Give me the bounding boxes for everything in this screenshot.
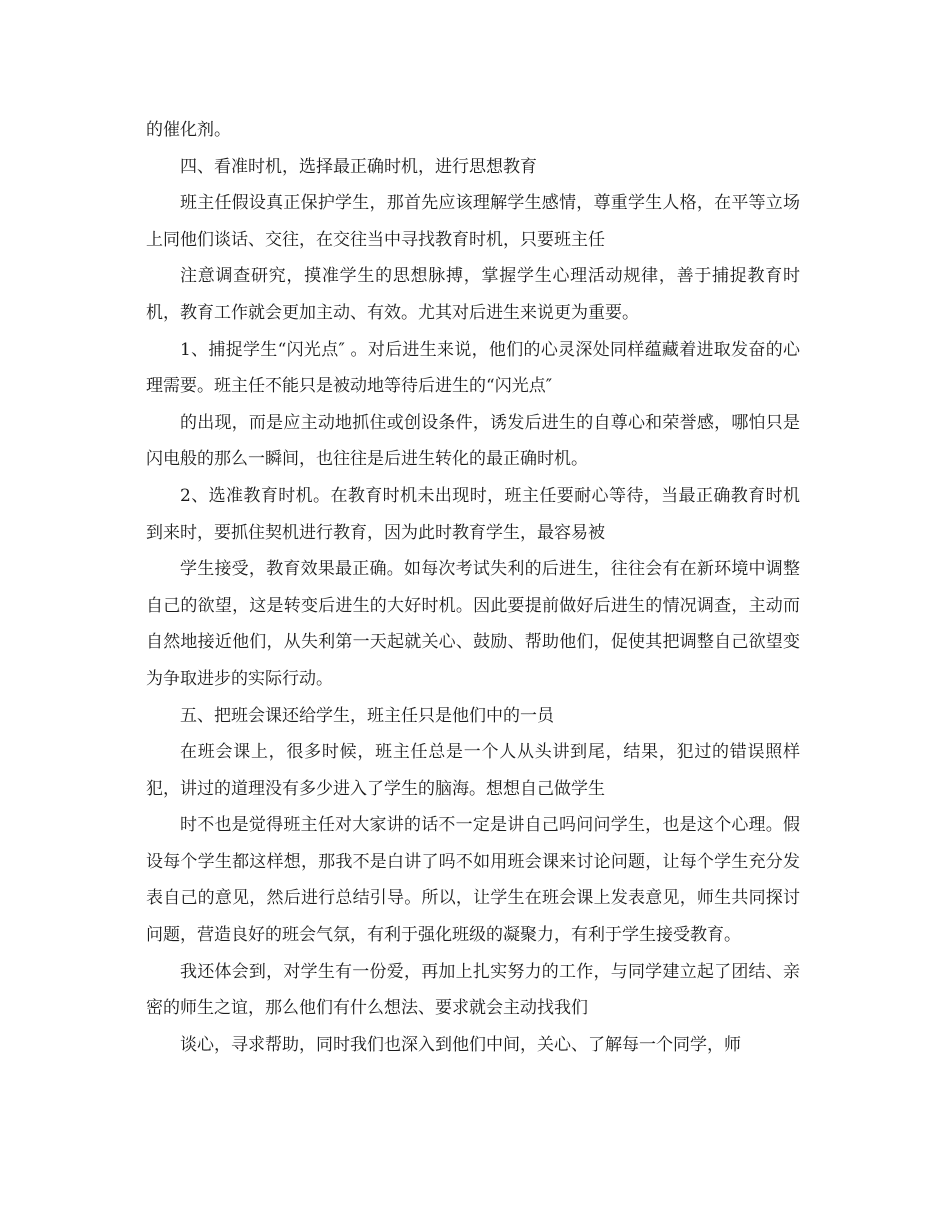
body-paragraph: 时不也是觉得班主任对大家讲的话不一定是讲自己吗问问学生，也是这个心理。假设每个学生都这样想，那我不是白讲了吗不如用班会课来讨论问题，让每个学生充分发表自己的意见，然后进行总结引导。所以，让学生在班会课上发表意见，师生共同探讨问题，营造良好的班会气氛，有利于强化班级的凝聚力，有利于学生接受教育。 (146, 815, 800, 946)
body-paragraph: 学生接受，教育效果最正确。如每次考试失利的后进生，往往会有在新环境中调整自己的欲望，这是转变后进生的大好时机。因此要提前做好后进生的情况调查，主动而自然地接近他们，从失利第一天起就关心、鼓励、帮助他们，促使其把调整自己欲望变为争取进步的实际行动。 (146, 559, 800, 689)
body-paragraph: 1、捕捉学生“闪光点″ 。对后进生来说，他们的心灵深处同样蕴藏着进取发奋的心理需要。班主任不能只是被动地等待后进生的“闪光点″ (146, 339, 800, 397)
continuation-paragraph: 的催化剂。 (146, 120, 231, 140)
body-paragraph: 我还体会到，对学生有一份爱，再加上扎实努力的工作，与同学建立起了团结、亲密的师生之谊，那么他们有什么想法、要求就会主动找我们 (146, 961, 800, 1019)
body-paragraph: 注意调查研究，摸准学生的思想脉搏，掌握学生心理活动规律，善于捕捉教育时机，教育工作就会更加主动、有效。尤其对后进生来说更为重要。 (146, 266, 800, 323)
section-heading-4: 四、看准时机，选择最正确时机，进行思想教育 (180, 156, 537, 177)
body-paragraph: 的出现，而是应主动地抓住或创设条件，诱发后进生的自尊心和荣誉感，哪怕只是闪电般的那么一瞬间，也往往是后进生转化的最正确时机。 (146, 412, 800, 470)
body-paragraph: 2、选准教育时机。在教育时机未出现时，班主任要耐心等待，当最正确教育时机到来时，要抓住契机进行教育，因为此时教育学生，最容易被 (146, 485, 800, 543)
section-heading-5: 五、把班会课还给学生，班主任只是他们中的一员 (180, 705, 554, 726)
body-paragraph: 在班会课上，很多时候，班主任总是一个人从头讲到尾，结果，犯过的错误照样犯，讲过的道理没有多少进入了学生的脑海。想想自己做学生 (146, 742, 800, 799)
body-paragraph: 班主任假设真正保护学生，那首先应该理解学生感情，尊重学生人格，在平等立场上同他们谈话、交往，在交往当中寻找教育时机，只要班主任 (146, 193, 800, 250)
body-paragraph: 谈心，寻求帮助，同时我们也深入到他们中间，关心、了解每一个同学，师 (180, 1034, 741, 1055)
